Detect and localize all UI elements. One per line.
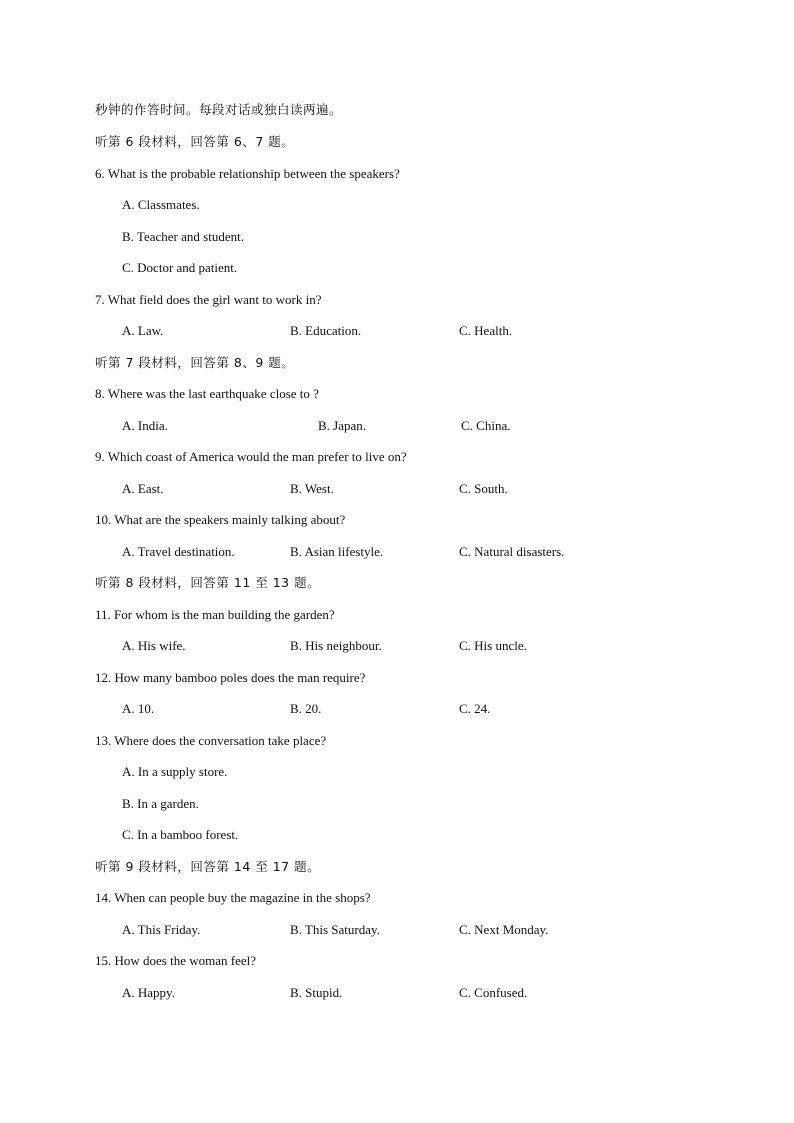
option-a: A. Law. [122, 323, 164, 338]
option-a: A. Travel destination. [122, 544, 235, 559]
option-c: C. Next Monday. [459, 922, 549, 937]
option-b: B. 20. [290, 701, 322, 716]
question-text: 6. What is the probable relationship between the speakers? [95, 166, 400, 181]
option-b: B. Teacher and student. [122, 229, 244, 244]
question-text: 7. What field does the girl want to work in? [95, 292, 322, 307]
option-a: A. Happy. [122, 985, 175, 1000]
option-c: C. Doctor and patient. [122, 260, 238, 275]
question-text: 12. How many bamboo poles does the man require? [95, 670, 366, 685]
option-c: C. South. [459, 481, 508, 496]
option-a: A. Classmates. [122, 197, 200, 212]
option-a: A. His wife. [122, 638, 186, 653]
option-c: C. Confused. [459, 985, 528, 1000]
option-a: A. India. [122, 418, 168, 433]
option-a: A. 10. [122, 701, 155, 716]
option-b: B. Japan. [318, 418, 367, 433]
section-heading: 听第 7 段材料，回答第 8、9 题。 [95, 355, 295, 370]
question-text: 11. For whom is the man building the garden? [95, 607, 335, 622]
option-a: A. East. [122, 481, 164, 496]
section-heading: 听第 8 段材料，回答第 11 至 13 题。 [95, 575, 321, 590]
option-c: C. Natural disasters. [459, 544, 565, 559]
question-text: 9. Which coast of America would the man prefer to live on? [95, 449, 407, 464]
option-c: C. 24. [459, 701, 491, 716]
option-a: A. In a supply store. [122, 764, 228, 779]
question-text: 13. Where does the conversation take place? [95, 733, 327, 748]
option-c: C. China. [461, 418, 511, 433]
section-heading: 听第 9 段材料，回答第 14 至 17 题。 [95, 859, 321, 874]
option-b: B. Stupid. [290, 985, 343, 1000]
question-text: 8. Where was the last earthquake close to ? [95, 386, 319, 401]
question-text: 15. How does the woman feel? [95, 953, 257, 968]
question-text: 10. What are the speakers mainly talking about? [95, 512, 346, 527]
option-b: B. This Saturday. [290, 922, 380, 937]
option-c: C. In a bamboo forest. [122, 827, 239, 842]
option-b: B. Asian lifestyle. [290, 544, 384, 559]
section-heading: 听第 6 段材料，回答第 6、7 题。 [95, 134, 295, 149]
option-b: B. West. [290, 481, 334, 496]
option-b: B. In a garden. [122, 796, 199, 811]
option-c: C. His uncle. [459, 638, 527, 653]
option-b: B. His neighbour. [290, 638, 382, 653]
option-b: B. Education. [290, 323, 362, 338]
question-text: 14. When can people buy the magazine in the shops? [95, 890, 371, 905]
option-c: C. Health. [459, 323, 513, 338]
instruction-text: 秒钟的作答时间。每段对话或独白读两遍。 [95, 102, 343, 117]
option-a: A. This Friday. [122, 922, 201, 937]
